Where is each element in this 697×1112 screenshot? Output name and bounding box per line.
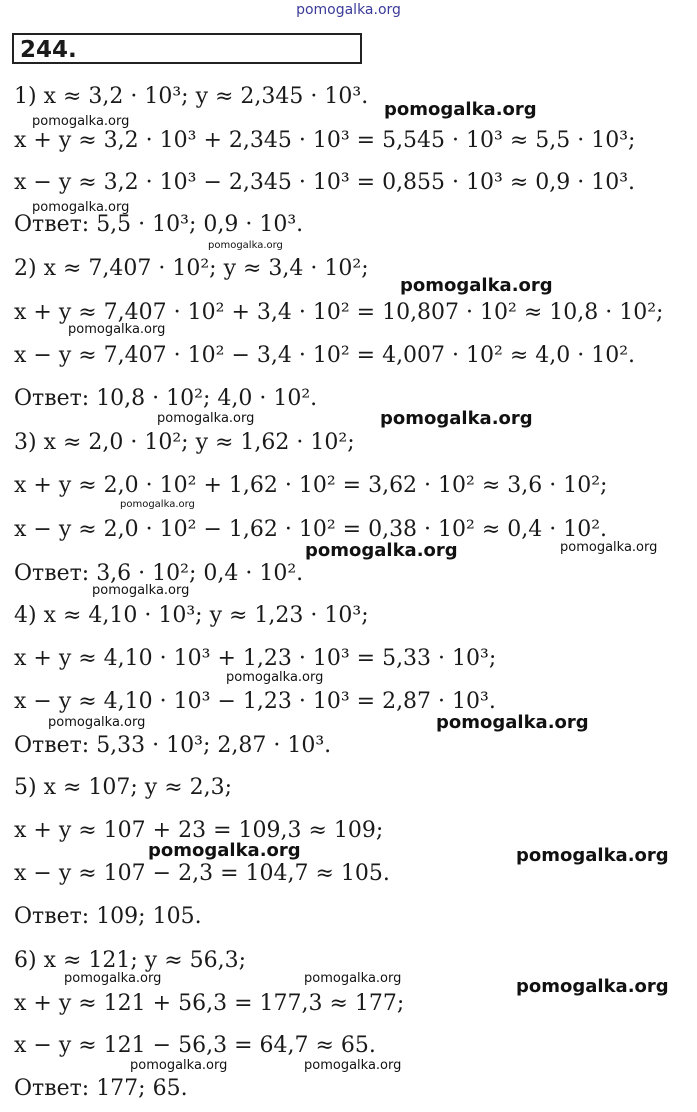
solution-line: x − y ≈ 107 − 2,3 = 104,7 ≈ 105.	[14, 861, 390, 886]
solution-line: 6) x ≈ 121; y ≈ 56,3;	[14, 948, 247, 973]
solution-line: 4) x ≈ 4,10 · 10³; y ≈ 1,23 · 10³;	[14, 603, 369, 628]
watermark: pomogalka.org	[304, 1058, 402, 1073]
watermark: pomogalka.org	[130, 1058, 228, 1073]
task-number: 244.	[20, 37, 77, 63]
task-number-box	[12, 33, 362, 64]
answer-line: Ответ: 10,8 · 10²; 4,0 · 10².	[14, 386, 318, 411]
watermark: pomogalka.org	[157, 411, 255, 426]
solution-line: x + y ≈ 121 + 56,3 = 177,3 ≈ 177;	[14, 991, 405, 1016]
solution-line: x − y ≈ 7,407 · 10² − 3,4 · 10² = 4,007 · 10² ≈ 4,0 · 10².	[14, 343, 636, 368]
watermark: pomogalka.org	[560, 540, 658, 555]
solution-line: 1) x ≈ 3,2 · 10³; y ≈ 2,345 · 10³.	[14, 84, 369, 109]
solution-line: 5) x ≈ 107; y ≈ 2,3;	[14, 775, 233, 800]
solution-line: x + y ≈ 107 + 23 = 109,3 ≈ 109;	[14, 818, 384, 843]
solution-line: x − y ≈ 121 − 56,3 = 64,7 ≈ 65.	[14, 1033, 376, 1058]
answer-line: Ответ: 3,6 · 10²; 0,4 · 10².	[14, 561, 304, 586]
watermark: pomogalka.org	[68, 322, 166, 337]
watermark: pomogalka.org	[92, 583, 190, 598]
solution-line: 3) x ≈ 2,0 · 10²; y ≈ 1,62 · 10²;	[14, 430, 355, 455]
solution-line: x − y ≈ 3,2 · 10³ − 2,345 · 10³ = 0,855 · 10³ ≈ 0,9 · 10³.	[14, 170, 636, 195]
watermark: pomogalka.org	[64, 971, 162, 986]
watermark: pomogalka.org	[516, 845, 669, 866]
watermark-top: pomogalka.org	[296, 2, 401, 18]
watermark: pomogalka.org	[148, 840, 301, 861]
watermark: pomogalka.org	[304, 971, 402, 986]
answer-line: Ответ: 177; 65.	[14, 1076, 188, 1101]
watermark: pomogalka.org	[384, 99, 537, 120]
solution-line: x + y ≈ 3,2 · 10³ + 2,345 · 10³ = 5,545 · 10³ ≈ 5,5 · 10³;	[14, 128, 636, 153]
solution-line: x + y ≈ 2,0 · 10² + 1,62 · 10² = 3,62 · 10² ≈ 3,6 · 10²;	[14, 473, 608, 498]
answer-line: Ответ: 5,5 · 10³; 0,9 · 10³.	[14, 212, 304, 237]
watermark: pomogalka.org	[436, 712, 589, 733]
answer-line: Ответ: 109; 105.	[14, 904, 202, 929]
watermark: pomogalka.org	[32, 200, 130, 215]
watermark: pomogalka.org	[208, 240, 283, 251]
watermark: pomogalka.org	[305, 540, 458, 561]
watermark: pomogalka.org	[226, 670, 324, 685]
watermark: pomogalka.org	[400, 275, 553, 296]
solution-line: x + y ≈ 7,407 · 10² + 3,4 · 10² = 10,807 · 10² ≈ 10,8 · 10²;	[14, 300, 664, 325]
answer-line: Ответ: 5,33 · 10³; 2,87 · 10³.	[14, 733, 332, 758]
solution-line: x − y ≈ 4,10 · 10³ − 1,23 · 10³ = 2,87 · 10³.	[14, 689, 496, 714]
watermark: pomogalka.org	[120, 499, 195, 510]
solution-line: x + y ≈ 4,10 · 10³ + 1,23 · 10³ = 5,33 · 10³;	[14, 646, 497, 671]
watermark: pomogalka.org	[516, 976, 669, 997]
solution-line: 2) x ≈ 7,407 · 10²; y ≈ 3,4 · 10²;	[14, 256, 369, 281]
solution-line: x − y ≈ 2,0 · 10² − 1,62 · 10² = 0,38 · 10² ≈ 0,4 · 10².	[14, 517, 608, 542]
watermark: pomogalka.org	[32, 114, 130, 129]
watermark: pomogalka.org	[48, 715, 146, 730]
watermark: pomogalka.org	[380, 408, 533, 429]
